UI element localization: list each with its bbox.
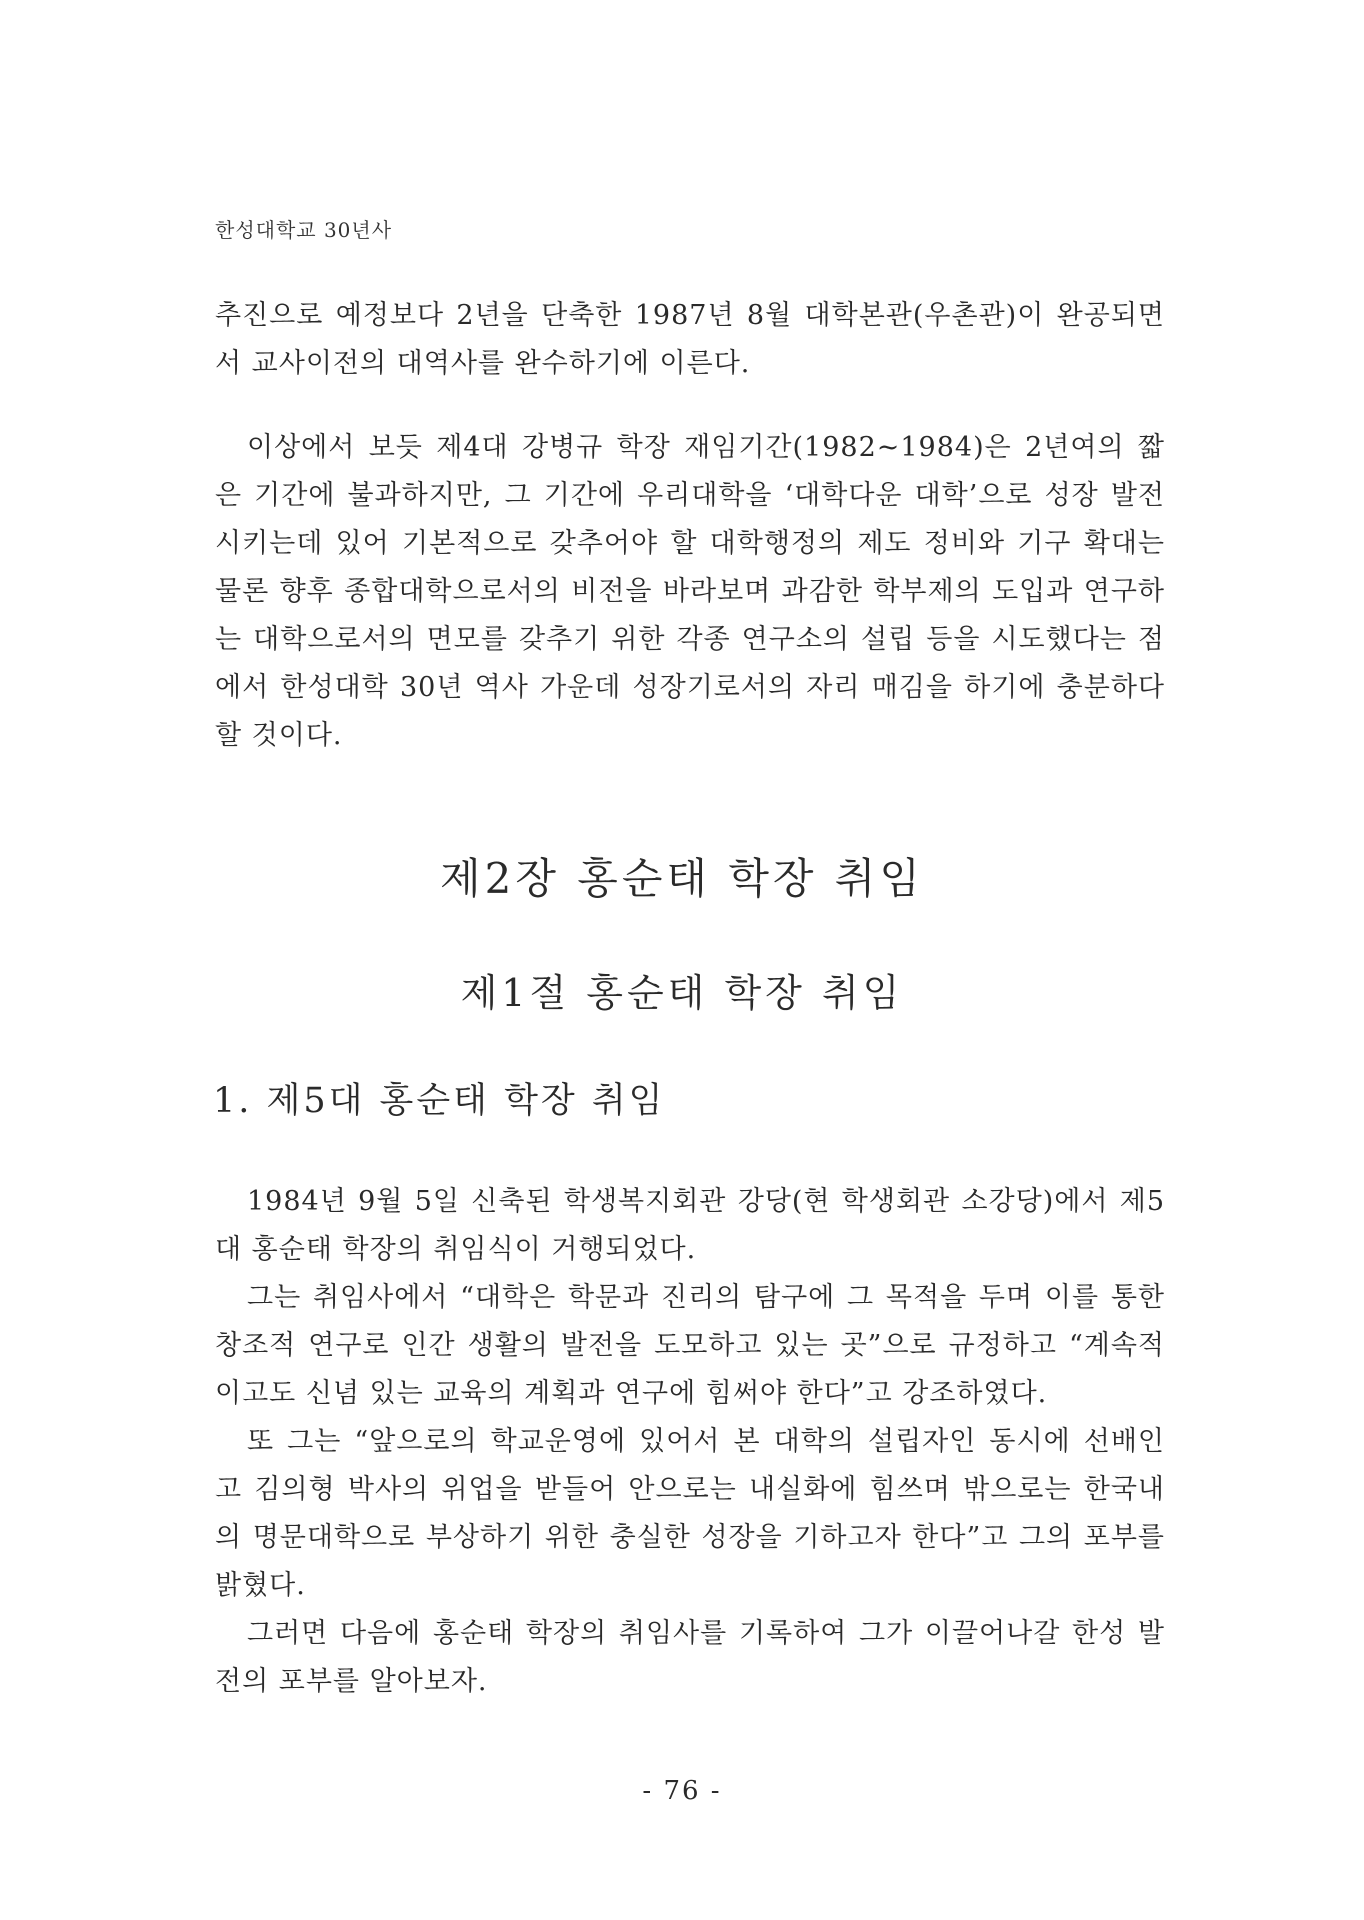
running-header: 한성대학교 30년사 xyxy=(215,218,393,242)
summary-paragraph xyxy=(215,424,1165,760)
section-body xyxy=(215,1178,1165,1706)
continued-paragraph xyxy=(215,292,1165,388)
paragraph: 이상에서 보듯 제4대 강병규 학장 재임기간(1982~1984)은 2년여의 짧은 기간에 불과하지만, 그 기간에 우리대학을 ‘대학다운 대학’으로 성장 발전시키는데 있어 기본적으로 갖추어야 할 대학행정의 제도 정비와 기구 확대는 물론 향후 종합대학으로서의 비전을 바라보며 과감한 학부제의 도입과 연구하는 대학으로서의 면모를 갖추기 위한 각종 연구소의 설립 등을 시도했다는 점에서 한성대학 30년 역사 가운데 성장기로서의 자리 매김을 하기에 충분하다 할 것이다. xyxy=(215,432,1165,751)
paragraph: 추진으로 예정보다 2년을 단축한 1987년 8월 대학본관(우촌관)이 완공되면서 교사이전의 대역사를 완수하기에 이른다. xyxy=(215,300,1165,379)
paragraph: 1984년 9월 5일 신축된 학생복지회관 강당(현 학생회관 소강당)에서 제5대 홍순태 학장의 취임식이 거행되었다. xyxy=(215,1186,1165,1265)
paragraph: 그러면 다음에 홍순태 학장의 취임사를 기록하여 그가 이끌어나갈 한성 발전의 포부를 알아보자. xyxy=(215,1618,1165,1697)
paragraph: 그는 취임사에서 “대학은 학문과 진리의 탐구에 그 목적을 두며 이를 통한 창조적 연구로 인간 생활의 발전을 도모하고 있는 곳”으로 규정하고 “계속적이고도 신념 있는 교육의 계획과 연구에 힘써야 한다”고 강조하였다. xyxy=(215,1282,1165,1409)
subsection-title: 1. 제5대 홍순태 학장 취임 xyxy=(213,1081,666,1121)
page-number: - 76 - xyxy=(642,1776,722,1806)
section-title: 제1절 홍순태 학장 취임 xyxy=(460,971,904,1015)
paragraph: 또 그는 “앞으로의 학교운영에 있어서 본 대학의 설립자인 동시에 선배인 고 김의형 박사의 위업을 받들어 안으로는 내실화에 힘쓰며 밖으로는 한국내의 명문대학으로 부상하기 위한 충실한 성장을 기하고자 한다”고 그의 포부를 밝혔다. xyxy=(215,1426,1165,1601)
chapter-title: 제2장 홍순태 학장 취임 xyxy=(440,854,924,903)
